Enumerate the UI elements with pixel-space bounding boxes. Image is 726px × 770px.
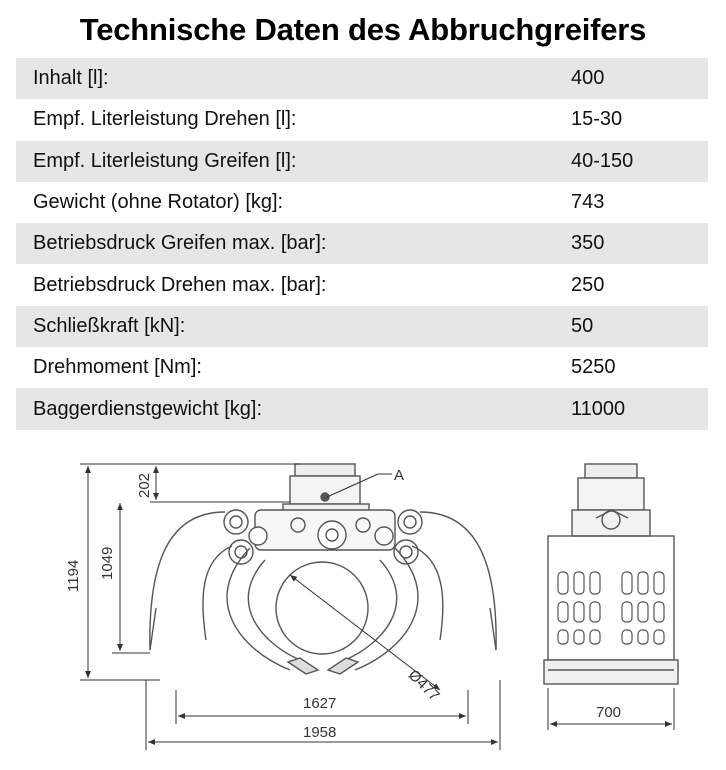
point-label-a: A xyxy=(394,467,405,484)
spec-label: Gewicht (ohne Rotator) [kg]: xyxy=(33,191,284,214)
dim-width-outer: 1958 xyxy=(303,724,337,741)
spec-label: Baggerdienstgewicht [kg]: xyxy=(33,397,263,420)
spec-value: 250 xyxy=(571,273,605,296)
spec-value: 400 xyxy=(571,67,605,90)
spec-row xyxy=(16,264,708,305)
dim-height-total: 1194 xyxy=(65,559,82,592)
side-view xyxy=(544,464,678,684)
dim-top: 202 xyxy=(136,472,153,498)
spec-value: 50 xyxy=(571,314,594,337)
spec-label: Empf. Literleistung Drehen [l]: xyxy=(33,108,297,131)
spec-value: 5250 xyxy=(571,356,616,379)
technical-drawing xyxy=(0,440,726,770)
spec-row xyxy=(16,388,708,429)
page-title: Technische Daten des Abbruchgreifers xyxy=(79,12,647,47)
front-view xyxy=(150,464,496,674)
spec-row xyxy=(16,223,708,264)
spec-row xyxy=(16,99,708,140)
side-view-slots xyxy=(558,572,664,644)
spec-value: 11000 xyxy=(571,397,626,420)
spec-row xyxy=(16,182,708,223)
spec-table xyxy=(16,58,708,430)
spec-label: Schließkraft [kN]: xyxy=(33,314,186,337)
spec-row xyxy=(16,58,708,99)
dim-side-width: 700 xyxy=(596,704,622,721)
spec-value: 15-30 xyxy=(571,108,623,131)
dim-width-inner: 1627 xyxy=(303,695,337,712)
spec-row xyxy=(16,306,708,347)
spec-label: Empf. Literleistung Greifen [l]: xyxy=(33,149,297,172)
spec-label: Drehmoment [Nm]: xyxy=(33,356,202,379)
spec-value: 743 xyxy=(571,191,605,214)
spec-label: Betriebsdruck Greifen max. [bar]: xyxy=(33,232,327,255)
spec-label: Betriebsdruck Drehen max. [bar]: xyxy=(33,273,327,296)
spec-value: 40-150 xyxy=(571,149,634,172)
spec-label: Inhalt [l]: xyxy=(33,67,109,90)
dim-diameter: Ø477 xyxy=(404,666,443,705)
spec-row xyxy=(16,347,708,388)
spec-value: 350 xyxy=(571,232,605,255)
spec-row xyxy=(16,141,708,182)
dim-height-partial: 1049 xyxy=(99,546,116,580)
